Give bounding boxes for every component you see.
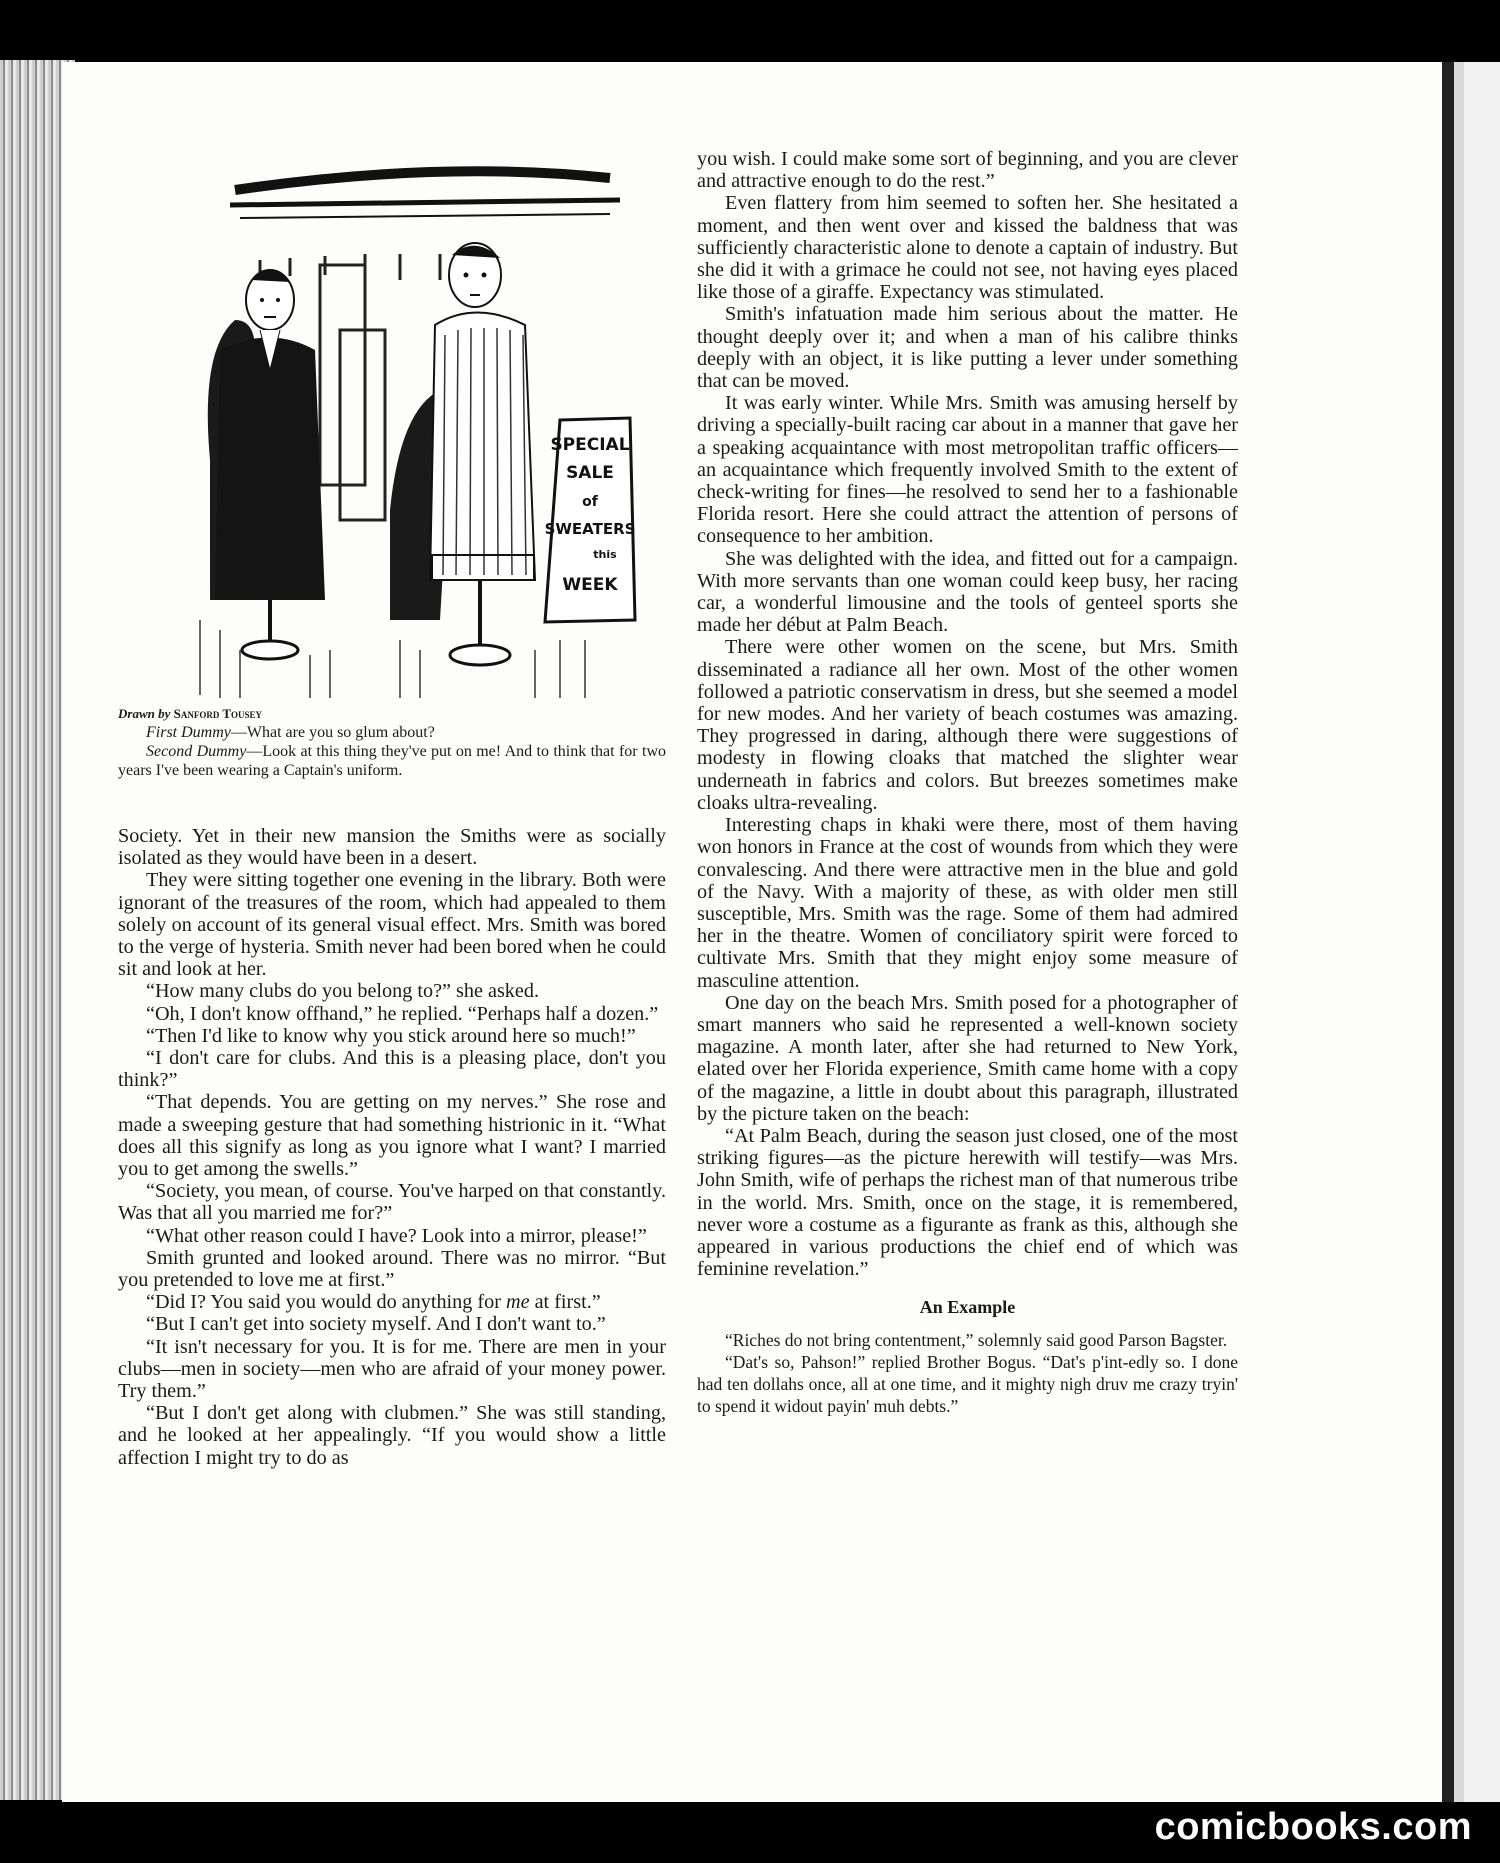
paragraph: Smith grunted and looked around. There was no mirror. “But you pretended to love me at first.” — [118, 1246, 666, 1292]
paragraph: There were other women on the scene, but Mrs. Smith disseminated a radiance all her own. Most of the other women followed a patriotic conservatism in dress, but she seemed a model for new modes. And her variety of beach costumes was amazing. They progressed in daring, although there were suggestions of modesty in flowing cloaks that matched the slighter wear underneath in fabrics and colors. But breezes sometimes make cloaks ultra-revealing. — [697, 636, 1238, 814]
paragraph: Society. Yet in their new mansion the Smiths were as socially isolated as they would have been in a desert. — [118, 825, 666, 870]
section-heading: An Example — [919, 1297, 1016, 1318]
paragraph: “Then I'd like to know why you stick around here so much!” — [146, 1024, 636, 1047]
paragraph: Interesting chaps in khaki were there, most of them having won honors in France at the cost of wounds from which they were convalescing. And there were attractive men in the blue and gold of the Navy. With a majority of these, as with older men still susceptible, Mrs. Smith was the rage. Some of them had admired her in the theatre. Women of conciliatory spirit were forced to cultivate Mrs. Smith that they might enjoy some measure of masculine attention. — [697, 814, 1238, 992]
paragraph: “Society, you mean, of course. You've harped on that constantly. Was that all you married me for?” — [118, 1180, 666, 1225]
sign-line-sweaters: SWEATERS — [544, 520, 636, 538]
credit-name: Sanford Tousey — [173, 706, 263, 721]
cartoon-illustration — [140, 150, 665, 700]
first-line-text: —What are you so glum about? — [230, 724, 435, 741]
right-text-column — [697, 148, 1238, 1417]
paragraph-text: at first.” — [534, 1291, 601, 1314]
paragraph: It was early winter. While Mrs. Smith was amusing herself by driving a specially-built racing car about in a manner that gave her a speaking acquaintance with most metropolitan traffic officers—an acquaintance which frequently involved Smith to the extent of check-writing for fines—he resolved to send her to a fashionable Florida resort. Here she could attract the attention of persons of consequence to her ambition. — [697, 392, 1238, 548]
credit-prefix: Drawn by — [118, 706, 171, 721]
sign-line-special: SPECIAL — [550, 435, 630, 455]
sweater-sale-sign — [545, 418, 636, 622]
paragraph: “At Palm Beach, during the season just closed, one of the most striking figures—as the picture herewith will testify—was Mrs. John Smith, wife of perhaps the richest man of that numerous tribe in the world. Mrs. Smith, once on the stage, it is remembered, never wore a costume as a figurante as frank as this, although she appeared in various productions the chief end of which was feminine revelation.” — [697, 1124, 1238, 1281]
emphasis-me: me — [505, 1291, 530, 1314]
caption-first-line — [118, 723, 666, 742]
paragraph: One day on the beach Mrs. Smith posed for a photographer of smart manners who said he represented a well-known society magazine. A month later, after she had returned to New York, elated over her Florida experience, Smith came home with a copy of the magazine, a little in doubt about this paragraph, illustrated by the picture taken on the beach: — [697, 991, 1238, 1125]
paragraph: “But I don't get along with clubmen.” She was still standing, and he looked at her appealingly. “If you would show a little affection I might try to do as — [118, 1402, 666, 1469]
paragraph: She was delighted with the idea, and fitted out for a campaign. With more servants than one woman could keep busy, her racing car, a wonderful limousine and the tools of genteel sports she made her début at Palm Beach. — [697, 547, 1238, 637]
paragraph: “Oh, I don't know offhand,” he replied. “Perhaps half a dozen.” — [146, 1002, 659, 1025]
paragraph: Smith's infatuation made him serious about the matter. He thought deeply over it; and when a man of his calibre thinks deeply with an object, it is like putting a lever under something that can be moved. — [697, 303, 1238, 393]
paragraph: “What other reason could I have? Look into a mirror, please!” — [146, 1224, 647, 1247]
paragraph: “That depends. You are getting on my nerves.” She rose and made a sweeping gesture that had something histrionic in it. “What does all this signify as long as you ignore what I want? I married you to get among the swells.” — [118, 1091, 666, 1181]
paragraph: Even flattery from him seemed to soften her. She hesitated a moment, and then went over and kissed the baldness that was sufficiently characteristic alone to denote a captain of industry. But she did it with a grimace he could not see, not having eyes placed like those of a giraffe. Expectancy was stimulated. — [697, 192, 1238, 304]
paragraph: you wish. I could make some sort of beginning, and you are clever and attractive enough to do the rest.” — [697, 148, 1238, 193]
illustration-caption — [118, 704, 666, 780]
sign-line-sale: SALE — [566, 463, 614, 483]
paragraph: They were sitting together one evening in the library. Both were ignorant of the treasures of the room, which had appealed to them solely on account of its general visual effect. Mrs. Smith was bored to the verge of hysteria. Smith never had been bored when he could sit and look at her. — [118, 869, 666, 981]
paragraph: “I don't care for clubs. And this is a pleasing place, don't you think?” — [118, 1047, 666, 1092]
example-paragraph: “Dat's so, Pahson!” replied Brother Bogus. “Dat's p'int-edly so. I done had ten dollahs once, all at one time, and it mighty nigh druv me crazy tryin' to spend it widout payin' muh debts.” — [697, 1351, 1238, 1416]
ceiling-hatching — [230, 171, 620, 218]
paragraph — [118, 1291, 666, 1313]
sign-line-week: WEEK — [562, 575, 618, 595]
sign-line-this: this — [593, 548, 617, 561]
second-line-text: —Look at this thing they've put on me! And to think that for two years I've been wearing a Captain's uniform. — [118, 743, 666, 779]
second-speaker: Second Dummy — [146, 743, 247, 760]
example-paragraph: “Riches do not bring contentment,” solemnly said good Parson Bagster. — [725, 1329, 1228, 1350]
sign-line-of: of — [582, 494, 598, 510]
caption-second-line — [118, 742, 666, 780]
paragraph-text: “Did I? You said you would do anything for — [146, 1291, 501, 1314]
left-text-column — [118, 825, 666, 1469]
second-dummy — [430, 243, 535, 665]
watermark: comicbooks.com — [1154, 1806, 1472, 1848]
paragraph: “How many clubs do you belong to?” she asked. — [146, 980, 540, 1003]
first-speaker: First Dummy — [146, 724, 231, 741]
right-page-edge — [1442, 62, 1500, 1802]
illustration-credit — [118, 704, 666, 723]
paragraph: “But I can't get into society myself. And I don't want to.” — [146, 1313, 606, 1336]
paragraph: “It isn't necessary for you. It is for me. There are men in your clubs—men in society—men who are afraid of your money power. Try them.” — [118, 1335, 666, 1403]
